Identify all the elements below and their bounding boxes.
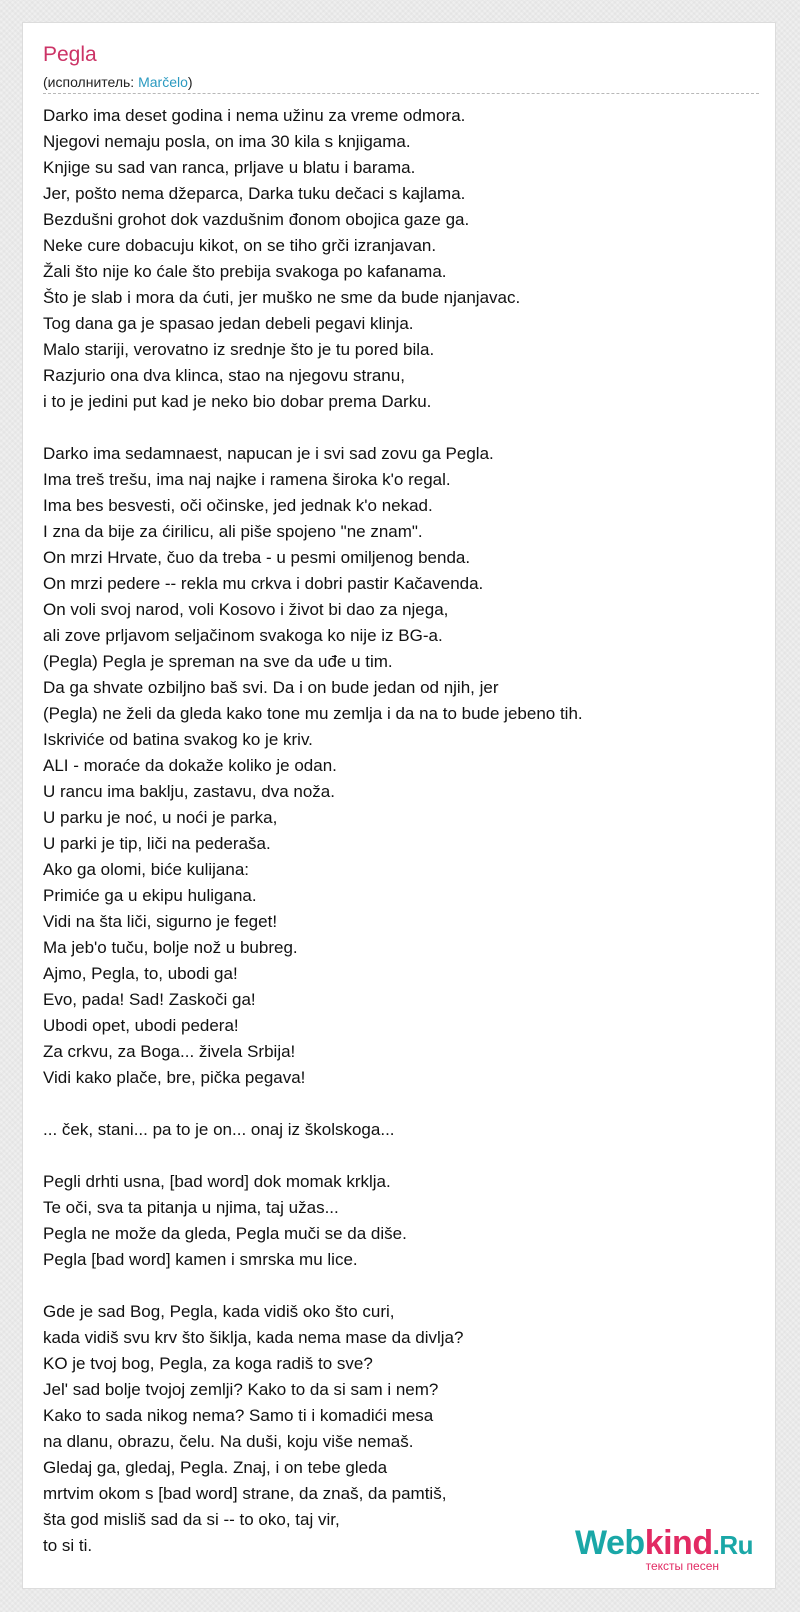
logo-tagline: тексты песен	[645, 1559, 719, 1573]
artist-link[interactable]: Marčelo	[138, 74, 188, 90]
song-title: Pegla	[43, 43, 97, 66]
logo-part-kind: kind	[644, 1524, 713, 1562]
lyrics-text: Darko ima deset godina i nema užinu za vreme odmora. Njegovi nemaju posla, on ima 30 kila s knjigama. Knjige su sad van ranca, prljave u blatu i barama. Jer, pošto nema džeparca, Darka tuku dečaci s kajlama. Bezdušni grohot dok vazdušnim đonom obojica gaze ga. Neke cure dobacuju kikot, on se tiho grči izranjavan. Žali što nije ko ćale što prebija svakoga po kafanama. Što je slab i mora da ćuti, jer muško ne sme da bude njanjavac. Tog dana ga je spasao jedan debeli pegavi klinja. Malo stariji, verovatno iz srednje što je tu pored bila. Razjurio ona dva klinca, stao na njegovu stranu, i to je jedini put kad je neko bio dobar prema Darku. Darko ima sedamnaest, napucan je i svi sad zovu ga Pegla. Ima treš trešu, ima naj najke i ramena široka k'o regal. Ima bes besvesti, oči očinske, jed jednak k'o nekad. I zna da bije za ćirilicu, ali piše spojeno "ne znam". On mrzi Hrvate, čuo da treba - u pesmi omiljenog benda. On mrzi pedere -- rekla mu crkva i dobri pastir Kačavenda. On voli svoj narod, voli Kosovo i život bi dao za njega, ali zove prljavom seljačinom svakoga ko nije iz BG-a. (Pegla) Pegla je spreman na sve da uđe u tim. Da ga shvate ozbiljno baš svi. Da i on bude jedan od njih, jer (Pegla) ne želi da gleda kako tone mu zemlja i da na to bude jebeno tih. Iskriviće od batina svakog ko je kriv. ALI - moraće da dokaže koliko je odan. U rancu ima baklju, zastavu, dva noža. U parku je noć, u noći je parka, U parki je tip, liči na pederaša. Ako ga olomi, biće kulijana: Primiće ga u ekipu huligana. Vidi na šta liči, sigurno je feget! Ma jeb'o tuču, bolje nož u bubreg. Ajmo, Pegla, to, ubodi ga! Evo, pada! Sad! Zaskoči ga! Ubodi opet, ubodi pedera! Za crkvu, za Boga... živela Srbija! Vidi kako plače, bre, pička pegava! ... ček, stani... pa to je on... onaj iz školskoga... Pegli drhti usna, [bad word] dok momak krklja. Te oči, sva ta pitanja u njima, taj užas... Pegla ne može da gleda, Pegla muči se da diše. Pegla [bad word] kamen i smrska mu lice. Gde je sad Bog, Pegla, kada vidiš oko što curi, kada vidiš svu krv što šiklja, kada nema mase da divlja? KO je tvoj bog, Pegla, za koga radiš to sve? Jel' sad bolje tvojoj zemlji? Kako to da si sam i nem? Kako to sada nikog nema? Samo ti i komadići mesa na dlanu, obrazu, čelu. Na duši, koju više nemaš. Gledaj ga, gledaj, Pegla. Znaj, i on tebe gleda mrtvim okom s [bad word] strane, da znaš, da pamtiš, šta god misliš sad da si -- to oko, taj vir, to si ti.	[43, 106, 583, 1555]
lyrics-card	[22, 22, 776, 1589]
site-logo[interactable]	[575, 1526, 753, 1572]
dashed-divider	[43, 93, 759, 94]
artist-prefix: (исполнитель:	[43, 74, 139, 90]
logo-wordmark	[575, 1526, 753, 1562]
logo-part-web: Web	[575, 1524, 645, 1562]
artist-line	[43, 73, 193, 91]
logo-part-ru: .Ru	[712, 1530, 753, 1560]
artist-suffix: )	[187, 74, 193, 90]
